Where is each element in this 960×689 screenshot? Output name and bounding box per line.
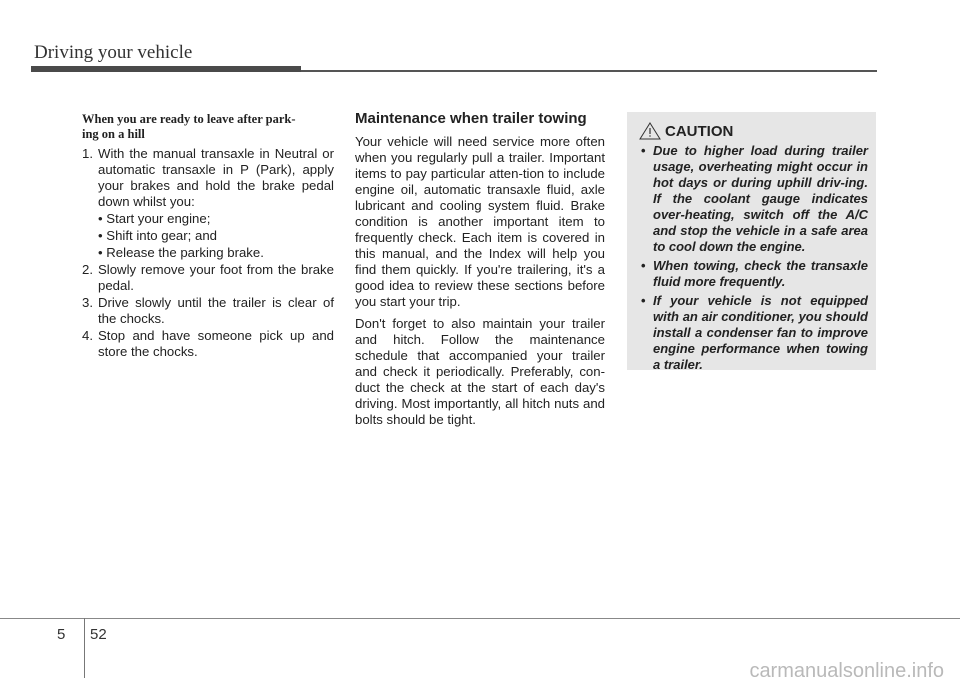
caution-item: [639, 293, 868, 373]
step-item: [82, 295, 334, 327]
caution-list: [639, 143, 868, 373]
header-rule-thin: [301, 70, 877, 72]
caution-item-text: If your vehicle is not equipped with an air conditioner, you should install a condenser fan to improve engine performance when towing a trailer.: [653, 293, 868, 372]
step-number: 4.: [82, 328, 93, 343]
step-item: [82, 328, 334, 360]
page-header-title: Driving your vehicle: [34, 42, 193, 63]
hill-subheading-line2: ing on a hill: [82, 127, 145, 141]
caution-item: [639, 258, 868, 290]
caution-bullet: •: [641, 258, 646, 273]
hill-steps-list: [82, 146, 334, 360]
sub-bullet-item: • Shift into gear; and: [98, 228, 217, 243]
footer-rule: [0, 618, 960, 619]
page-number: 52: [90, 626, 107, 643]
sub-bullet-item: • Release the parking brake.: [98, 245, 264, 260]
maintenance-paragraph-1: Your vehicle will need service more often when you regularly pull a trailer. Important items to pay particular atten-tion to include engine oil, automatic transaxle fluid, axle lubricant and cooling system fluid. Brake condition is another important item to frequently check. Each item is covered in this manual, and the Index will help you find them quickly. If you're trailering, it's a good idea to review these sections before you start your trip.: [355, 134, 605, 309]
warning-triangle-icon: [639, 122, 661, 140]
caution-box: [627, 112, 876, 370]
step-sub-list: [90, 211, 334, 261]
caution-item-text: Due to higher load during trailer usage, overheating might occur in hot days or during uphill driv-ing. If the coolant gauge indicates over-heating, switch off the A/C and stop the vehicle in a safe area to cool down the engine.: [653, 143, 868, 254]
footer-divider: [84, 618, 85, 678]
watermark-text: carmanualsonline.info: [749, 660, 944, 682]
caution-bullet: •: [641, 293, 646, 308]
caution-bullet: •: [641, 143, 646, 158]
step-text: Stop and have someone pick up and store the chocks.: [98, 328, 334, 359]
caution-item: [639, 143, 868, 255]
maintenance-heading: Maintenance when trailer towing: [355, 110, 587, 127]
step-text: Drive slowly until the trailer is clear of the chocks.: [98, 295, 334, 326]
step-item: [82, 262, 334, 294]
step-text: Slowly remove your foot from the brake pedal.: [98, 262, 334, 293]
step-number: 3.: [82, 295, 93, 310]
step-number: 2.: [82, 262, 93, 277]
chapter-number: 5: [57, 626, 66, 643]
header-rule-thick: [31, 66, 301, 72]
hill-subheading-line1: When you are ready to leave after park-: [82, 112, 296, 126]
caution-title: CAUTION: [665, 122, 734, 140]
sub-bullet-item: • Start your engine;: [98, 211, 211, 226]
caution-header: [639, 122, 868, 140]
step-item: [82, 146, 334, 261]
middle-column: [355, 110, 605, 434]
hill-subheading: [82, 112, 334, 142]
left-column: [82, 110, 334, 361]
step-text: With the manual transaxle in Neutral or automatic transaxle in P (Park), apply your brakes and hold the brake pedal down whilst you:: [98, 146, 334, 209]
maintenance-paragraph-2: Don't forget to also maintain your trailer and hitch. Follow the maintenance schedule that accompanied your trailer and check it periodically. Preferably, con-duct the check at the start of each day's driving. Most importantly, all hitch nuts and bolts should be tight.: [355, 316, 605, 427]
step-number: 1.: [82, 146, 93, 161]
caution-item-text: When towing, check the transaxle fluid more frequently.: [653, 258, 868, 289]
